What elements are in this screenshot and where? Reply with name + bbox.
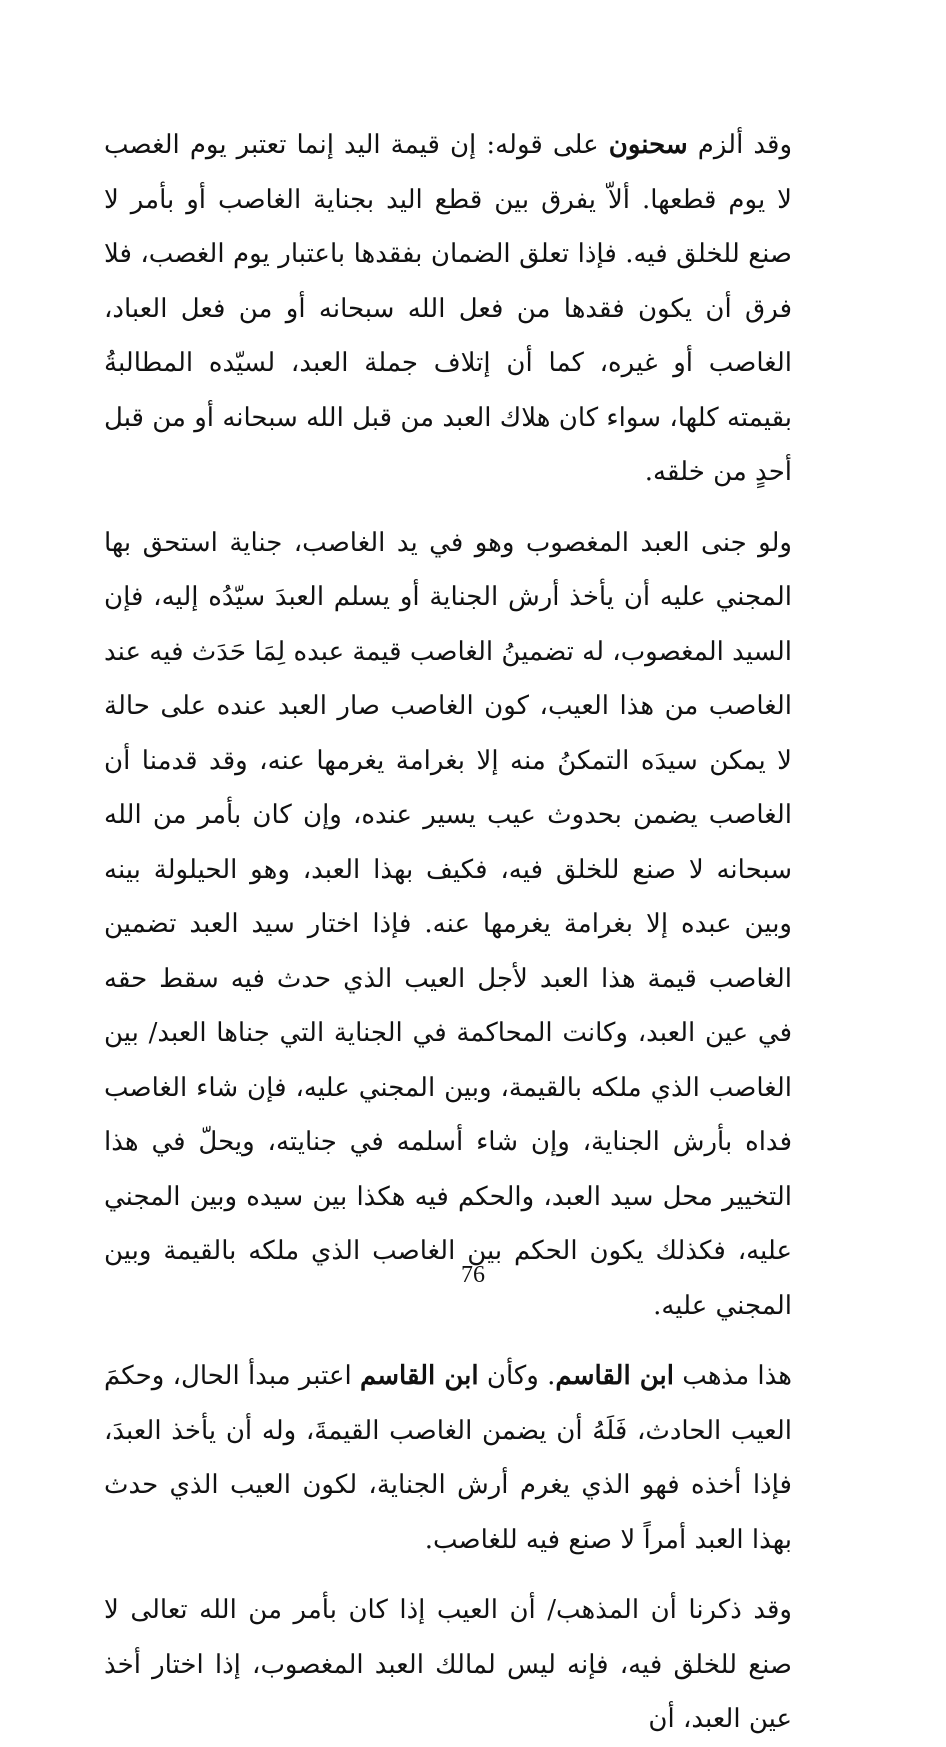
paragraph-1-text-b: على قوله: إن قيمة اليد إنما تعتبر يوم الغصب لا يوم قطعها. ألاّ يفرق بين قطع اليد بجناية الغاصب أو بأمر لا صنع للخلق فيه. فإذا تعلق الضمان بفقدها باعتبار يوم الغصب، فلا فرق أن يكون فقدها من فعل الله سبحانه أو من فعل العباد، الغاصب أو غيره، كما أن إتلاف جملة العبد، لسيّده المطالبةُ بقيمته كلها، سواء كان هلاك العبد من قبل الله سبحانه أو من قبل أحدٍ من خلقه. — [104, 130, 792, 487]
paragraph-3-text-c: اعتبر مبدأ الحال، وحكمَ العيب الحادث، فَلَهُ أن يضمن الغاصب القيمةَ، وله أن يأخذ العبدَ، فإذا أخذه فهو الذي يغرم أرش الجناية، لكون العيب الذي حدث بهذا العبد أمراً لا صنع فيه للغاصب. — [104, 1361, 792, 1555]
paragraph-2-text: ولو جنى العبد المغصوب وهو في يد الغاصب، جناية استحق بها المجني عليه أن يأخذ أرش الجناية أو يسلم العبدَ سيّدُه إليه، فإن السيد المغصوب، له تضمينُ الغاصب قيمة عبده لِمَا حَدَث فيه عند الغاصب من هذا العيب، كون الغاصب صار العبد عنده على حالة لا يمكن سيدَه التمكنُ منه إلا بغرامة يغرمها عنه، وقد قدمنا أن الغاصب يضمن بحدوث عيب يسير عنده، وإن كان بأمر من الله سبحانه لا صنع للخلق فيه، فكيف بهذا العبد، وهو الحيلولة بينه وبين عبده إلا بغرامة يغرمها عنه. فإذا اختار سيد العبد تضمين الغاصب قيمة هذا العبد لأجل العيب الذي حدث فيه سقط حقه في عين العبد، وكانت المحاكمة في الجناية التي جناها العبد/ بين الغاصب الذي ملكه بالقيمة، وبين المجني عليه، فإن شاء الغاصب فداه بأرش الجناية، وإن شاء أسلمه في جنايته، ويحلّ في هذا التخيير محل سيد العبد، والحكم فيه هكذا بين سيده وبين المجني عليه، فكذلك يكون الحكم بين الغاصب الذي ملكه بالقيمة وبين المجني عليه. — [104, 527, 792, 1321]
name-sahnun: سحنون — [608, 130, 688, 160]
name-ibn-al-qasim-2: ابن القاسم — [359, 1361, 479, 1391]
paragraph-1 — [104, 118, 836, 500]
paragraph-4-text: وقد ذكرنا أن المذهب/ أن العيب إذا كان بأمر من الله تعالى لا صنع للخلق فيه، فإنه ليس لمالك العبد المغصوب، إذا اختار أخذ عين العبد، أن — [104, 1595, 792, 1734]
paragraph-3-text-b: . وكأن — [478, 1361, 556, 1391]
paragraph-3 — [104, 1349, 836, 1567]
page-body — [104, 118, 836, 1734]
name-ibn-al-qasim-1: ابن القاسم — [555, 1361, 675, 1391]
page-number: 76 — [461, 1262, 485, 1288]
paragraph-1-text-a: وقد ألزم — [687, 130, 792, 160]
paragraph-3-text-a: هذا مذهب — [674, 1361, 792, 1391]
paragraph-4 — [104, 1583, 836, 1747]
paragraph-2 — [104, 516, 836, 1334]
